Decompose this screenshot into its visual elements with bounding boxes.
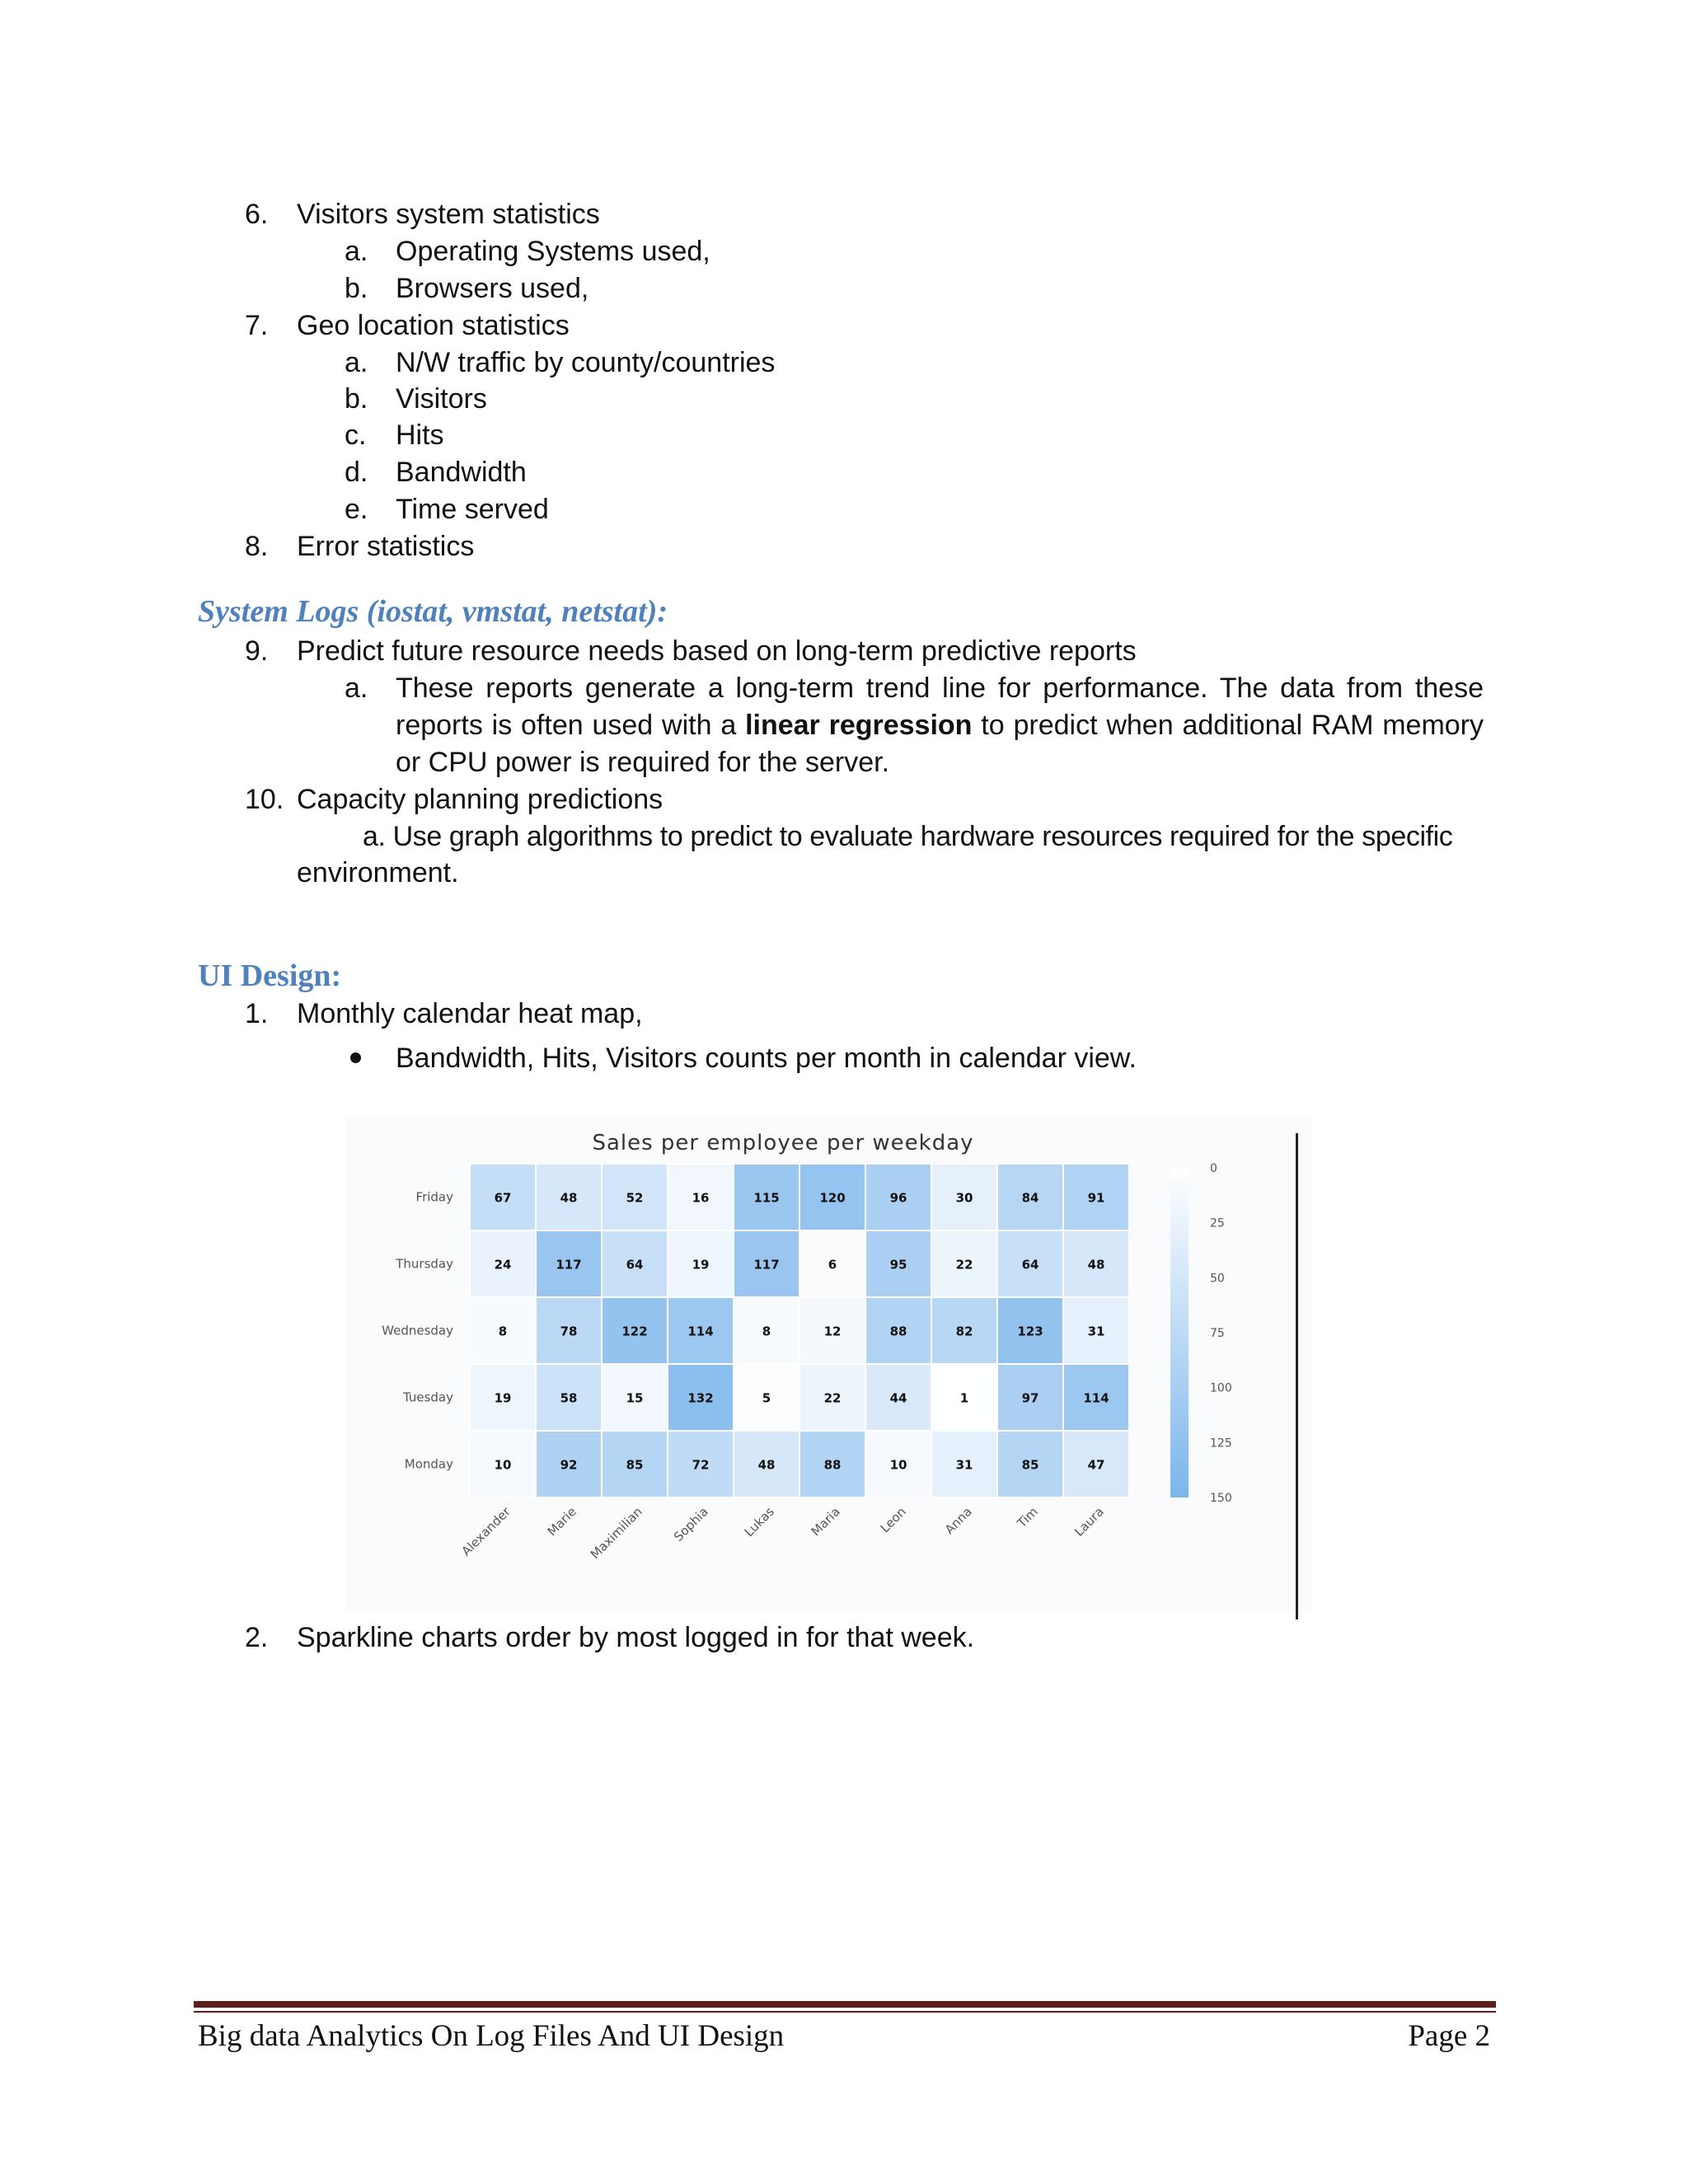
x-axis-label: Maria (808, 1504, 843, 1540)
sub-item-text: environment. (297, 857, 459, 888)
list-item-text: Capacity planning predictions (297, 784, 663, 815)
heatmap-cell-label: 117 (556, 1257, 582, 1272)
heatmap-cell-label: 117 (753, 1257, 780, 1272)
heatmap-cell-label: 120 (819, 1190, 846, 1206)
heatmap-cell-label: 114 (1083, 1390, 1109, 1406)
x-axis-label: Anna (941, 1504, 975, 1538)
x-axis-label: Sophia (670, 1504, 711, 1544)
heatmap-cell-label: 1 (959, 1390, 969, 1406)
bold-term: linear regression (745, 710, 973, 741)
sub-item-text: Browsers used, (396, 273, 589, 304)
heatmap-cell-label: 47 (1087, 1457, 1105, 1473)
y-axis-label: Wednesday (382, 1323, 453, 1338)
heatmap-cell-label: 88 (889, 1324, 907, 1339)
bullet-icon (350, 1052, 361, 1063)
heatmap-cell-label: 12 (823, 1324, 842, 1339)
y-axis-label: Monday (404, 1456, 453, 1472)
heatmap-cell-label: 91 (1087, 1190, 1105, 1206)
sub-item-text: a. Use graph algorithms to predict to evaluate hardware resources required for the specific (363, 821, 1453, 852)
sub-letter: a. (345, 347, 368, 378)
chart-title: Sales per employee per weekday (592, 1131, 974, 1155)
vertical-rule (1296, 1133, 1298, 1619)
x-axis-label: Maximilian (587, 1504, 645, 1563)
heatmap-cell-label: 97 (1021, 1390, 1039, 1406)
heatmap-cell-label: 64 (1021, 1257, 1039, 1272)
sub-item-text: Operating Systems used, (396, 236, 710, 267)
heatmap-cell-label: 8 (762, 1324, 771, 1339)
sub-letter: d. (345, 457, 368, 488)
sub-item-text: Hits (396, 419, 444, 451)
color-scale-tick: 125 (1210, 1436, 1232, 1451)
list-number: 2. (245, 1622, 269, 1653)
heatmap-cell-label: 31 (955, 1457, 973, 1473)
list-number: 7. (245, 310, 269, 341)
list-number: 6. (245, 199, 269, 230)
heatmap-cell-label: 22 (955, 1257, 973, 1272)
heatmap-cell-label: 72 (692, 1457, 710, 1473)
heatmap-cell-label: 16 (692, 1190, 710, 1206)
heatmap-cell-label: 95 (889, 1257, 907, 1272)
section-heading-ui-design: UI Design: (198, 958, 342, 993)
heatmap-cell-label: 78 (560, 1324, 578, 1339)
x-axis-label: Laura (1071, 1504, 1107, 1540)
heatmap-cell-label: 115 (753, 1190, 780, 1206)
sub-item-text: Visitors (396, 383, 487, 415)
heatmap-cell-label: 132 (687, 1390, 714, 1406)
sub-item-text: Bandwidth (396, 457, 527, 488)
footer-rule (194, 2011, 1496, 2013)
heatmap-cell-label: 31 (1087, 1324, 1105, 1339)
y-axis-label: Tuesday (402, 1390, 453, 1405)
paragraph-text: These reports generate a long-term trend line for performance. The data from these reports is often used with a (396, 673, 1484, 741)
heatmap-cell-label: 6 (828, 1257, 837, 1272)
heatmap-cell-label: 19 (494, 1390, 512, 1406)
heatmap-cell-label: 82 (955, 1324, 973, 1339)
heatmap-cell-label: 123 (1017, 1324, 1043, 1339)
list-item-text: Predict future resource needs based on long-term predictive reports (297, 635, 1137, 667)
heatmap-cell-label: 48 (757, 1457, 776, 1473)
sub-item-text: N/W traffic by county/countries (396, 347, 776, 378)
sub-letter: a. (345, 673, 368, 704)
x-axis-label: Marie (544, 1504, 579, 1540)
y-axis-label: Thursday (396, 1256, 453, 1272)
footer-rule (194, 2001, 1496, 2008)
heatmap-cell-label: 22 (823, 1390, 842, 1406)
list-number: 9. (245, 635, 269, 667)
heatmap-cell-label: 10 (889, 1457, 907, 1473)
footer-page-number: Page 2 (1408, 2019, 1490, 2053)
heatmap-svg (346, 1117, 1311, 1611)
heatmap-cell-label: 92 (560, 1457, 578, 1473)
heatmap-cell-label: 30 (955, 1190, 973, 1206)
paragraph-text: to predict when additional RAM memory or CPU power is required for the server. (396, 710, 1484, 778)
color-scale-tick: 75 (1210, 1327, 1225, 1340)
sub-letter: a. (345, 236, 368, 267)
x-axis-label: Alexander (458, 1504, 513, 1559)
heatmap-cell-label: 19 (692, 1257, 710, 1272)
heatmap-cell-label: 96 (889, 1190, 907, 1206)
bullet-item-text: Bandwidth, Hits, Visitors counts per month in calendar view. (396, 1043, 1137, 1074)
color-scale-bar (1170, 1168, 1189, 1497)
heatmap-cell-label: 58 (560, 1390, 578, 1406)
sub-item-text: Time served (396, 494, 549, 525)
sub-letter: b. (345, 383, 368, 415)
sub-letter: e. (345, 494, 368, 525)
heatmap-cell-label: 88 (823, 1457, 842, 1473)
list-number: 8. (245, 531, 269, 562)
heatmap-cell-label: 84 (1021, 1190, 1039, 1206)
footer-title: Big data Analytics On Log Files And UI Design (198, 2019, 785, 2053)
list-item-text: Sparkline charts order by most logged in for that week. (297, 1622, 975, 1653)
heatmap-cell-label: 122 (621, 1324, 648, 1339)
heatmap-cell-label: 10 (494, 1457, 512, 1473)
x-axis-label: Tim (1014, 1504, 1041, 1531)
list-number: 1. (245, 998, 269, 1029)
list-item-text: Visitors system statistics (297, 199, 600, 230)
sub-letter: b. (345, 273, 368, 304)
section-heading-system-logs: System Logs (iostat, vmstat, netstat): (198, 594, 668, 629)
list-item-text: Geo location statistics (297, 310, 570, 341)
color-scale-tick: 50 (1210, 1272, 1225, 1286)
heatmap-cell-label: 15 (626, 1390, 644, 1406)
heatmap-cell-label: 48 (1087, 1257, 1105, 1272)
color-scale-tick: 0 (1210, 1162, 1217, 1175)
heatmap-cell-label: 85 (1021, 1457, 1039, 1473)
sub-letter: c. (345, 419, 367, 451)
list-item-text: Error statistics (297, 531, 475, 562)
heatmap-cell-label: 8 (498, 1324, 508, 1339)
heatmap-cell-label: 114 (687, 1324, 714, 1339)
color-scale-tick: 25 (1210, 1216, 1225, 1230)
x-axis-label: Leon (877, 1504, 909, 1536)
x-axis-label: Lukas (741, 1504, 777, 1540)
color-scale-tick: 150 (1210, 1492, 1232, 1505)
heatmap-cell-label: 64 (626, 1257, 644, 1272)
heatmap-cell-label: 44 (889, 1390, 907, 1406)
heatmap-cell-label: 24 (494, 1257, 512, 1272)
list-number: 10. (245, 784, 284, 815)
heatmap-cell-label: 85 (626, 1457, 644, 1473)
list-item-text: Monthly calendar heat map, (297, 998, 643, 1029)
heatmap-cell-label: 52 (626, 1190, 644, 1206)
heatmap-cell-label: 48 (560, 1190, 578, 1206)
sub-item-paragraph (396, 670, 1484, 781)
heatmap-cell-label: 67 (494, 1190, 512, 1206)
heatmap-cell-label: 5 (762, 1390, 771, 1406)
color-scale-tick: 100 (1210, 1381, 1232, 1395)
y-axis-label: Friday (415, 1189, 453, 1205)
heatmap-chart (346, 1117, 1311, 1611)
